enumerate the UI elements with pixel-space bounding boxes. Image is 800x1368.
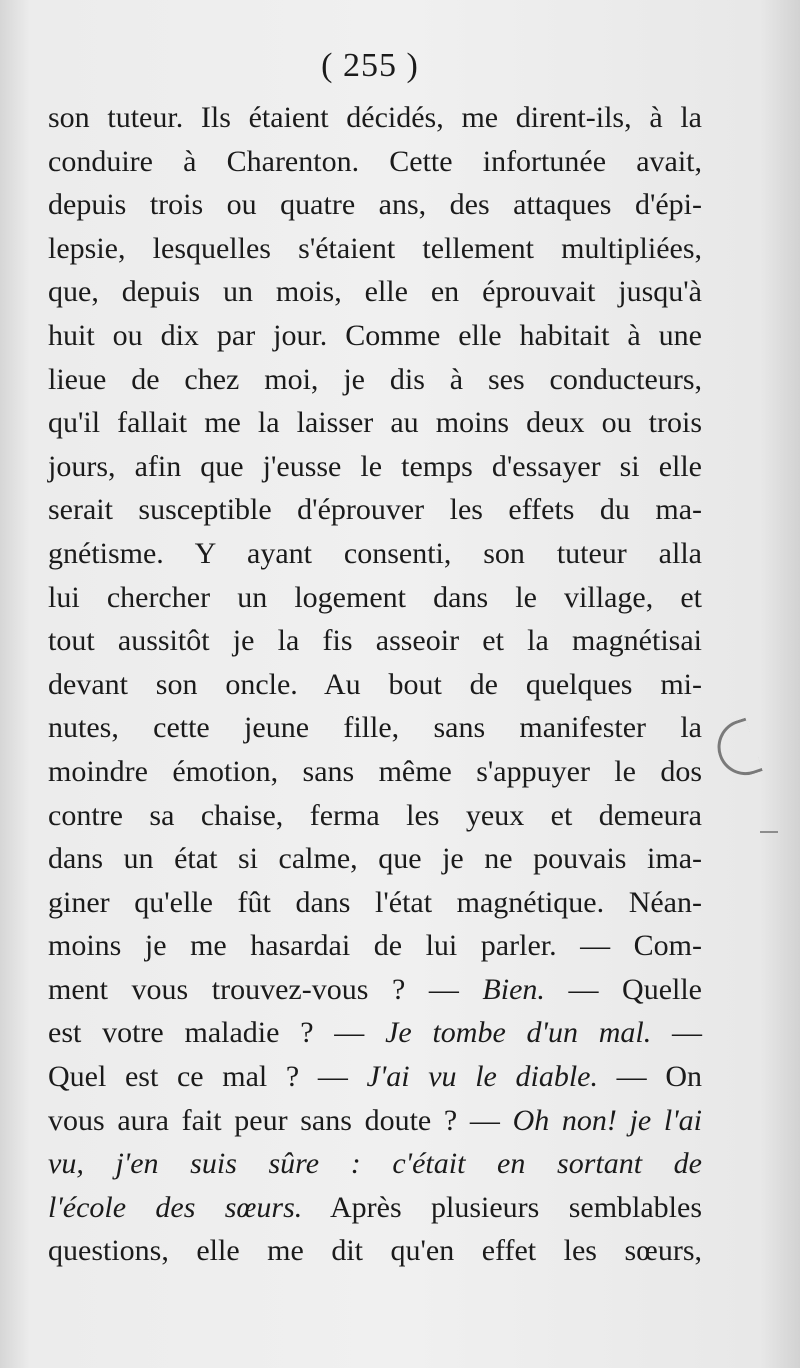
italic-segment: Oh non! je l'ai — [512, 1103, 702, 1137]
text-line — [48, 488, 702, 532]
text-segment: moins je me hasardai de lui parler. — Com- — [48, 929, 702, 963]
text-line — [48, 1142, 702, 1186]
text-segment: lieue de chez moi, je dis à ses conducteurs, — [48, 362, 702, 396]
text-segment: ment vous trouvez-vous ? — — [48, 972, 483, 1006]
italic-segment: l'école des sœurs. — [48, 1190, 303, 1224]
text-segment: dans un état si calme, que je ne pouvais ima- — [48, 842, 702, 876]
body-text — [48, 96, 702, 1273]
margin-pencil-mark — [710, 718, 762, 783]
text-segment: lui chercher un logement dans le village, et — [48, 580, 702, 614]
text-line — [48, 140, 702, 184]
italic-segment: vu, j'en suis sûre : c'était en sortant de — [48, 1147, 702, 1181]
text-line — [48, 314, 702, 358]
text-line — [48, 96, 702, 140]
text-line — [48, 358, 702, 402]
text-segment: huit ou dix par jour. Comme elle habitait à une — [48, 318, 702, 352]
text-segment: — On — [598, 1060, 702, 1094]
italic-segment: J'ai vu le diable. — [366, 1060, 599, 1094]
text-line — [48, 270, 702, 314]
text-line — [48, 183, 702, 227]
text-segment: Après plusieurs semblables — [302, 1190, 703, 1224]
text-line — [48, 968, 702, 1012]
text-segment: conduire à Charenton. Cette infortunée avait, — [48, 144, 702, 178]
margin-dash-mark — [760, 831, 778, 833]
text-segment: gnétisme. Y ayant consenti, son tuteur alla — [48, 536, 702, 570]
text-line — [48, 445, 702, 489]
text-segment: jours, afin que j'eusse le temps d'essayer si elle — [48, 449, 702, 483]
text-line — [48, 750, 702, 794]
text-segment: qu'il fallait me la laisser au moins deux ou trois — [48, 406, 702, 440]
text-segment: que, depuis un mois, elle en éprouvait jusqu'à — [48, 275, 702, 309]
text-segment: nutes, cette jeune fille, sans manifester la — [48, 711, 702, 745]
text-line — [48, 619, 702, 663]
text-line — [48, 881, 702, 925]
text-segment: moindre émotion, sans même s'appuyer le dos — [48, 754, 702, 788]
text-segment: giner qu'elle fût dans l'état magnétique. Néan- — [48, 885, 702, 919]
text-line — [48, 1011, 702, 1055]
page-number: ( 255 ) — [321, 47, 419, 84]
text-segment: contre sa chaise, ferma les yeux et demeura — [48, 798, 702, 832]
text-line — [48, 1099, 702, 1143]
text-segment: depuis trois ou quatre ans, des attaques d'épi- — [48, 188, 702, 222]
text-segment: tout aussitôt je la fis asseoir et la magnétisai — [48, 624, 702, 658]
text-segment: questions, elle me dit qu'en effet les sœurs, — [48, 1234, 702, 1268]
text-line — [48, 794, 702, 838]
text-line — [48, 532, 702, 576]
text-segment: vous aura fait peur sans doute ? — — [48, 1103, 513, 1137]
text-segment: serait susceptible d'éprouver les effets du ma- — [48, 493, 702, 527]
text-line — [48, 401, 702, 445]
text-segment: — Quelle — [544, 972, 702, 1006]
text-line — [48, 1186, 702, 1230]
text-line — [48, 706, 702, 750]
text-segment: Quel est ce mal ? — — [48, 1060, 367, 1094]
text-line — [48, 576, 702, 620]
text-line — [48, 663, 702, 707]
text-segment: son tuteur. Ils étaient décidés, me dirent-ils, à la — [48, 101, 702, 134]
text-line — [48, 924, 702, 968]
italic-segment: Bien. — [482, 972, 545, 1006]
text-line — [48, 1055, 702, 1099]
text-segment: est votre maladie ? — — [48, 1016, 386, 1050]
text-segment: lepsie, lesquelles s'étaient tellement multipliées, — [48, 231, 702, 265]
text-line — [48, 837, 702, 881]
text-line — [48, 227, 702, 271]
italic-segment: Je tombe d'un mal. — [385, 1016, 652, 1050]
text-segment: — — [651, 1016, 702, 1050]
text-segment: devant son oncle. Au bout de quelques mi- — [48, 667, 702, 701]
text-line — [48, 1229, 702, 1273]
